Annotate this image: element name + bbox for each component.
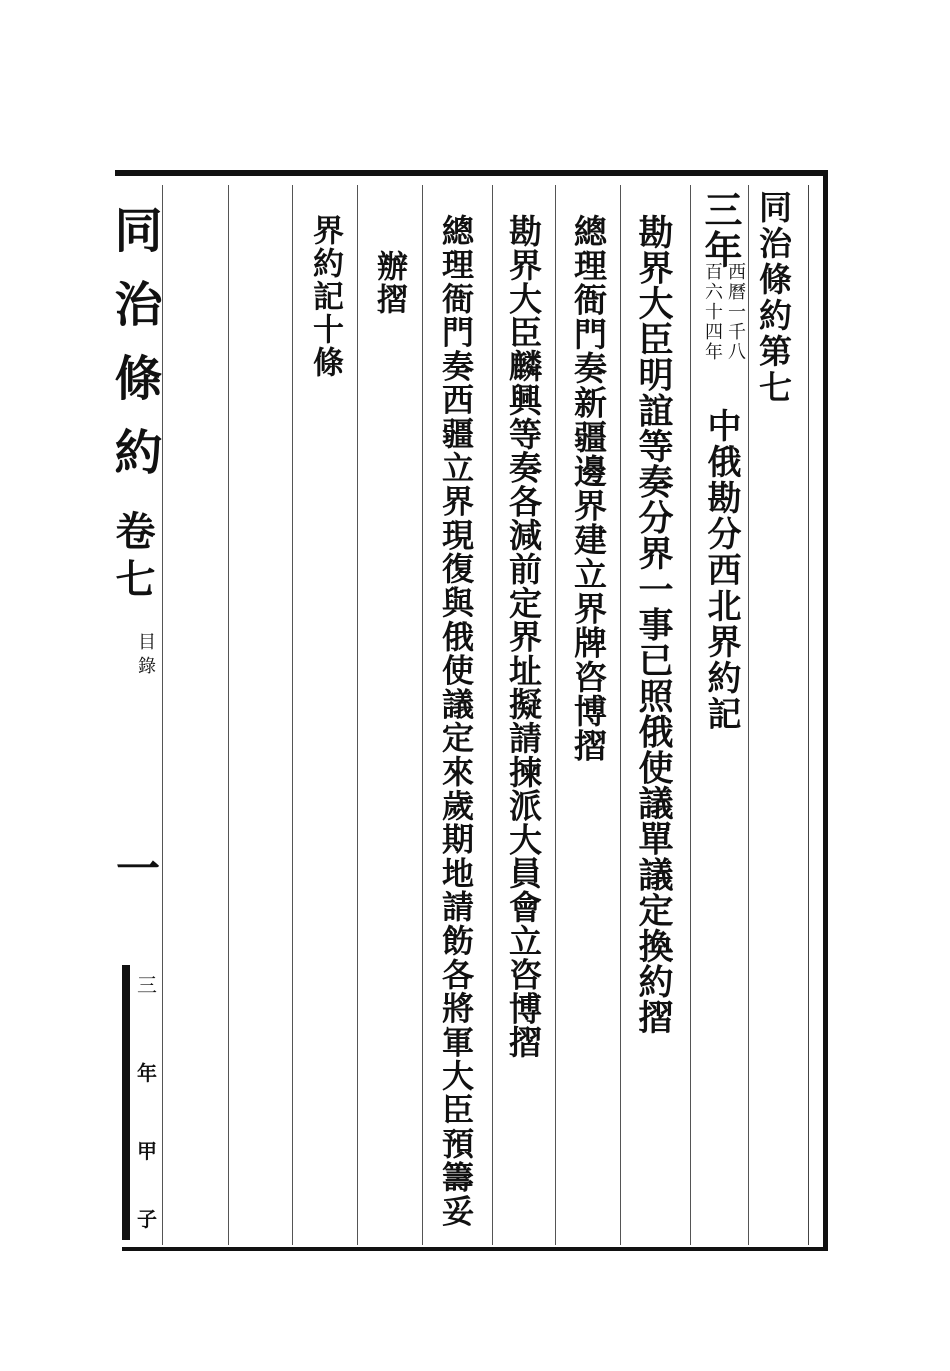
year-annotation: 西曆一千八 xyxy=(725,262,746,362)
page-frame-bottom xyxy=(122,1247,828,1251)
memorial-column: 總理衙門奏新疆邊界建立界牌咨博摺 xyxy=(569,214,608,763)
column-rule xyxy=(357,185,358,1245)
column-rule xyxy=(162,185,163,1245)
column-rule xyxy=(690,185,691,1245)
spine-title: 同治條約 xyxy=(106,205,162,501)
page-frame-top xyxy=(115,170,828,176)
memorial-column: 勘界大臣麟興等奏各減前定界址擬請揀派大員會立咨博摺 xyxy=(504,214,543,1059)
column-rule xyxy=(422,185,423,1245)
section-title: 同治條約第七 xyxy=(754,190,793,406)
treaty-heading: 中俄勘分西北界約記 xyxy=(701,408,741,732)
spine-year-bar xyxy=(122,965,130,1240)
spine-subtitle: 卷七 xyxy=(109,510,156,606)
column-rule xyxy=(228,185,229,1245)
spine-year-char: 子 xyxy=(137,1207,157,1231)
treaty-articles-heading: 界約記十條 xyxy=(307,214,343,379)
year-annotation: 百六十四年 xyxy=(702,262,723,362)
column-rule xyxy=(292,185,293,1245)
spine-page-number: 一 xyxy=(116,844,160,895)
year-line: 三年 xyxy=(698,190,743,270)
memorial-column: 總理衙門奏西疆立界現復與俄使議定來歲期地請飭各將軍大臣預籌妥 xyxy=(437,214,475,1228)
column-rule xyxy=(492,185,493,1245)
page-frame-inner-right xyxy=(808,185,809,1245)
spine-section: 目錄 xyxy=(135,632,156,680)
page-frame-right xyxy=(823,170,828,1251)
memorial-column: 勘界大臣明誼等奏分界一事已照俄使議單議定換約摺 xyxy=(633,214,674,1036)
column-rule xyxy=(620,185,621,1245)
column-rule xyxy=(748,185,749,1245)
spine-year-box xyxy=(133,965,161,1247)
memorial-column-continuation: 辦摺 xyxy=(371,250,407,316)
spine-year-char: 三 xyxy=(137,973,157,997)
spine-year-char: 年 xyxy=(137,1061,157,1085)
column-rule xyxy=(555,185,556,1245)
spine-year-char: 甲 xyxy=(137,1139,157,1163)
